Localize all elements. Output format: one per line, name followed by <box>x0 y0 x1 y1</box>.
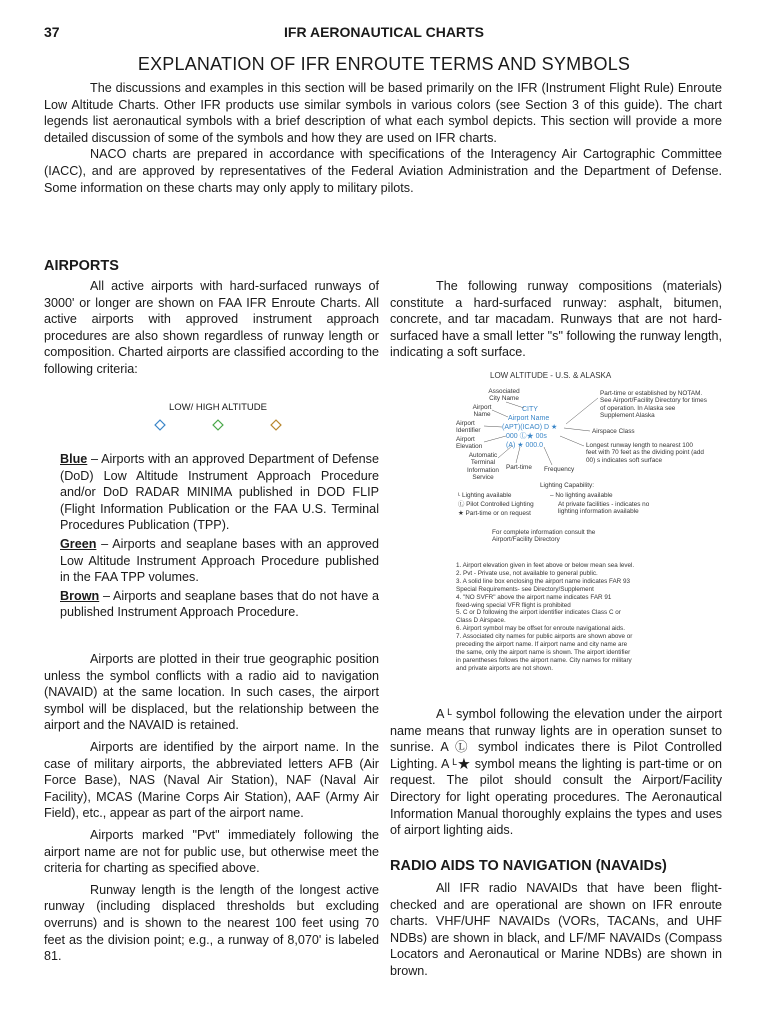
note-line: Class D Airspace. <box>456 617 506 625</box>
diagram-title: LOW ALTITUDE - U.S. & ALASKA <box>490 371 612 380</box>
airports-paragraph-1 <box>44 278 379 378</box>
brown-desc: – Airports and seaplane bases that do not have a published Instrument Approach Procedure. <box>60 588 379 620</box>
brown-class <box>60 588 379 621</box>
airspace-class-label: Airspace Class <box>592 428 635 435</box>
private-facility-note: At private facilities - indicates no lighting information available <box>558 501 650 516</box>
diagram-city: CITY <box>522 406 538 413</box>
diagram-elev-line: 000 Ⓛ★ 00s <box>506 433 547 440</box>
running-title: IFR AERONAUTICAL CHARTS <box>284 24 484 40</box>
diagram-freq-line: (A) ★ 000.0 <box>506 442 544 449</box>
intro-section <box>44 80 722 196</box>
green-airport-diamond-icon <box>212 419 224 431</box>
airports-paragraph-2: Airports are plotted in their true geographic position unless the symbol conflicts with a radio aid to navigation (NAVAID) at the same location. In such cases, the airport symbol will be displaced, but the relationship between the airport and the NAVAID is retained. <box>44 652 379 733</box>
airports-paragraph-3: Airports are identified by the airport name. In the case of military airports, the abbreviated letters AFB (Air Force Base), NAS (Naval Air Station), NAF (Naval Air Facility), MCAS (Marine Corps Air Station), AAF (Army Air Field), etc., appear as part of the airport name. <box>44 739 379 821</box>
runway-length-note: Longest runway length to nearest 100 feet with 70 feet as the dividing point (add 00) s indicates soft surface <box>586 442 704 464</box>
complete-info-note: For complete information consult the Airport/Facility Directory <box>492 529 596 544</box>
runway-composition-text: The following runway compositions (materials) constitute a hard-surfaced runway: asphalt, bitumen, concrete, and tar macadam. Runways that are not hard-surfaced have a small letter "s" following the runway length, indicating a soft surface. <box>390 279 722 360</box>
diagram-notes <box>456 562 696 673</box>
runway-composition <box>390 278 722 361</box>
navaids-paragraph: All IFR radio NAVAIDs that have been flight-checked and are operational are shown on IFR enroute charts. VHF/UHF NAVAIDs (VORs, TACANs, and UHF NDBs) are shown in black, and LF/MF NAVAIDs (Compass Locators and Aeronautical or Marine NDBs) are shown in brown. <box>390 881 722 978</box>
blue-class <box>60 451 379 534</box>
lighting-available: ᴸ Lighting available <box>458 492 512 499</box>
atis-label: Automatic Terminal Information Service <box>467 452 499 482</box>
page-number: 37 <box>44 24 60 40</box>
green-class <box>60 536 379 586</box>
legend-label: LOW/ HIGH ALTITUDE <box>168 402 267 413</box>
airport-elevation-label: Airport Elevation <box>456 436 483 451</box>
airports-intro-text: All active airports with hard-surfaced runways of 3000' or longer are shown on FAA IFR Enroute Charts. All active airports with approved instrument approach procedures are also shown regardless of runway length or composition. Charted airports are classified according to the following criteria: <box>44 279 379 376</box>
note-line: in parentheses follows the airport name. City names for military <box>456 656 632 664</box>
note-line: 6. Airport symbol may be offset for enroute navigational aids. <box>456 625 625 633</box>
note-line: 7. Associated city names for public airports are shown above or <box>456 633 633 641</box>
navaids-heading: RADIO AIDS TO NAVIGATION (NAVAIDs) <box>390 858 667 874</box>
note-line: 4. "NO SVFR" above the airport name indicates FAR 91 <box>456 593 612 601</box>
airports-paragraph-4: Airports marked "Pvt" immediately following the airport name are not for public use, but otherwise meet the criteria for charting as specified above. <box>44 827 379 876</box>
diagram-airport-name: Airport Name <box>508 415 550 422</box>
frequency-label: Frequency <box>544 466 575 473</box>
airports-heading: AIRPORTS <box>44 258 119 274</box>
note-line: 2. Pvt - Private use, not available to general public. <box>456 569 598 577</box>
note-line: 5. C or D following the airport identifier indicates Class C or <box>456 609 621 617</box>
brown-airport-diamond-icon <box>270 419 282 431</box>
note-line: 3. A solid line box enclosing the airport name indicates FAR 93 <box>456 577 630 585</box>
note-line: preceding the airport name. If airport name and city name are <box>456 641 628 649</box>
brown-term: Brown <box>60 588 100 603</box>
note-line: 1. Airport elevation given in feet above or below mean sea level. <box>456 562 635 569</box>
diagram-leader-lines <box>440 366 730 486</box>
note-line: and private airports are not shown. <box>456 664 553 672</box>
assoc-city-label: Associated City Name <box>488 388 520 403</box>
airport-color-legend <box>148 402 288 431</box>
intro-paragraph-1: The discussions and examples in this section will be based primarily on the IFR (Instrument Flight Rule) Enroute Low Altitude Charts. Other IFR products use similar symbols in various colors (see Section 3 of this guide). The chart legends list aeronautical symbols with a brief description of what each symbol depicts. This section will provide a more detailed discussion of some of the symbols and how they are used on IFR charts. <box>44 81 722 145</box>
blue-airport-diamond-icon <box>154 419 166 431</box>
part-time-lighting: ★ Part-time or on request <box>458 510 531 517</box>
green-term: Green <box>60 536 97 551</box>
note-line: the same, only the airport name is shown. The airport identifier <box>456 648 631 656</box>
page-title: EXPLANATION OF IFR ENROUTE TERMS AND SYMBOLS <box>137 54 631 74</box>
airport-classification <box>60 451 379 621</box>
blue-term: Blue <box>60 452 88 466</box>
airport-name-label: Airport Name <box>472 404 492 419</box>
part-time-label: Part-time <box>506 464 532 471</box>
green-desc: – Airports and seaplane bases with an approved Low Altitude Instrument Approach Procedure published in the FAA TPP volumes. <box>60 536 379 585</box>
no-lighting: – No lighting available <box>550 492 613 499</box>
note-line: fixed-wing special VFR flight is prohibited <box>456 601 571 609</box>
blue-desc: – Airports with an approved Department of Defense (DoD) Low Altitude Instrument Approach Procedure and/or DoD RADAR MINIMA published in DOD FLIP (Flight Information Publication or the FAA U.S. Terminal Procedures Publication (TPP). <box>60 452 379 533</box>
pilot-controlled-lighting: Ⓛ Pilot Controlled Lighting <box>458 501 534 508</box>
intro-paragraph-2: NACO charts are prepared in accordance with specifications of the Interagency Air Cartographic Committee (IACC), and are approved by representatives of the Federal Aviation Administration and the Department of Defense. Some information on these charts may only apply to military pilots. <box>44 147 722 195</box>
note-line: Special Requirements- see Directory/Supplement <box>456 585 594 593</box>
airports-body <box>44 651 379 965</box>
diagram-ident-line: (APT)(ICAO) D ★ <box>502 424 558 431</box>
airports-paragraph-5: Runway length is the length of the longest active runway (including displaced thresholds but excluding overruns) and is shown to the nearest 100 feet using 70 feet as the division point; e.g., a runway of 8,070' is labeled 81. <box>44 882 379 964</box>
lighting-symbols-section <box>390 706 722 839</box>
part-time-note: Part-time or established by NOTAM. See Airport/Facility Directory for times of operation. In Alaska see Supplement Alaska <box>600 390 707 420</box>
lighting-capability-label: Lighting Capability: <box>540 482 594 489</box>
lighting-paragraph: A ᴸ symbol following the elevation under the airport name means that runway lights are in operation sunset to sunrise. A Ⓛ symbol indicates there is Pilot Controlled Lighting. A ᴸ★ symbol means the lighting is part-time or on request. The pilot should consult the Airport/Facility Directory for light operating procedures. The Aeronautical Information Manual thoroughly explains the types and uses of airport lighting aids. <box>390 707 722 838</box>
navaids-section <box>390 880 722 980</box>
airport-identifier-label: Airport Identifier <box>456 420 481 435</box>
